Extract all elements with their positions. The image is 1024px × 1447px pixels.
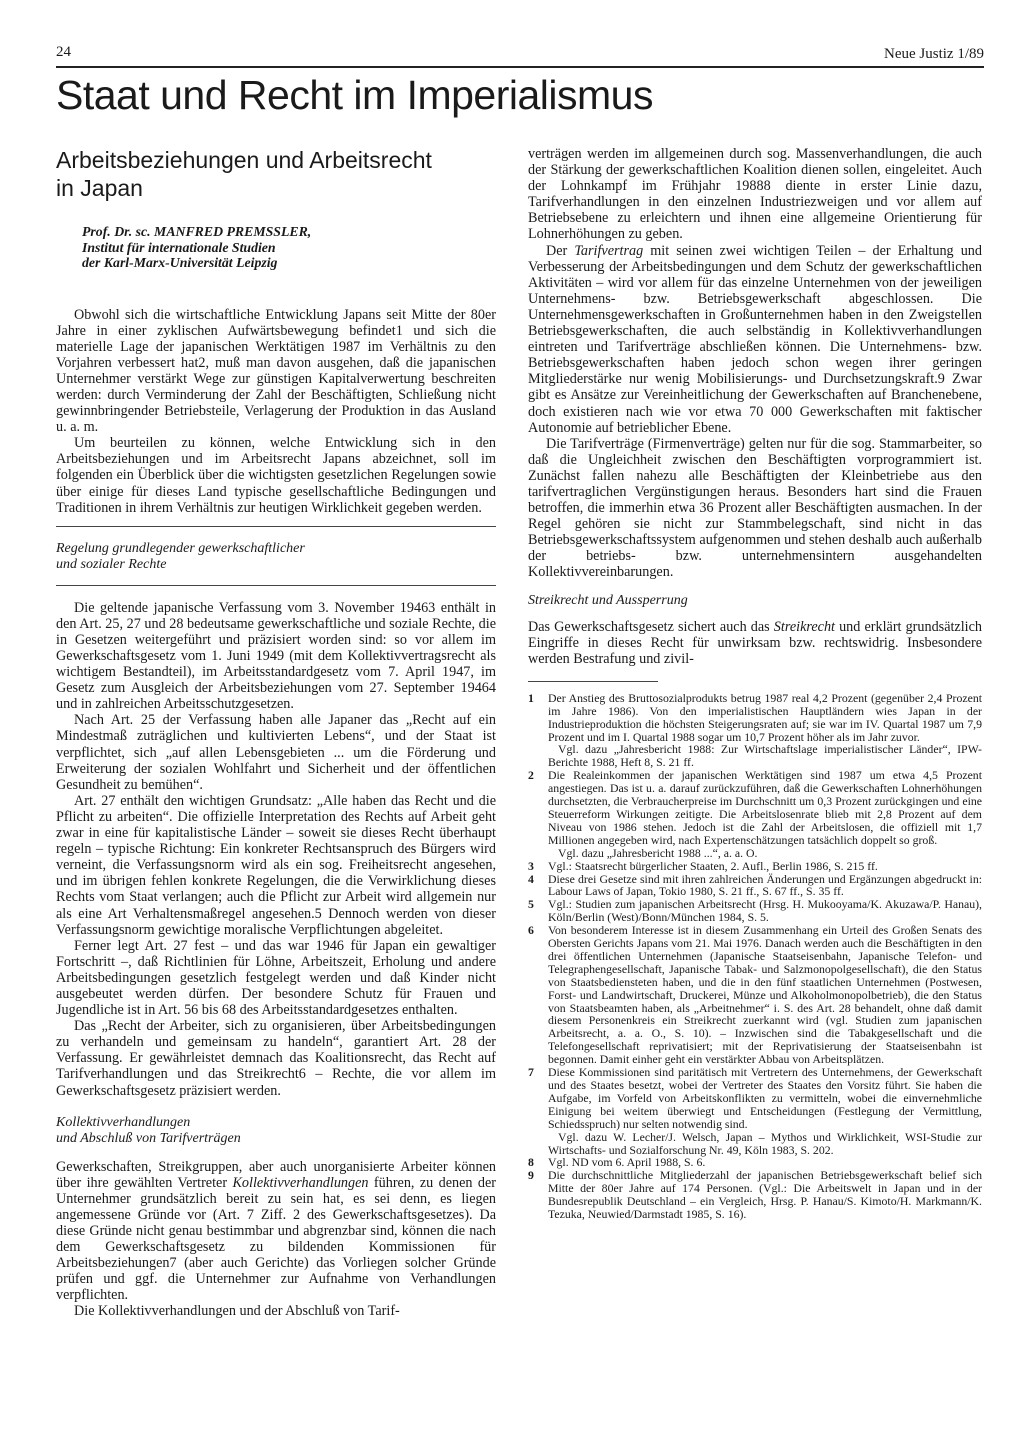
subheading-line: und sozialer Rechte (56, 556, 167, 572)
subheading-line: Kollektivverhandlungen (56, 1114, 191, 1130)
paragraph: Der Tarifvertrag mit seinen zwei wichtigen Teilen – der Erhaltung und Verbesserung der Arbeitsbedingungen und dem Schutz der gewerkschaftlichen Aktivitäten – wird vor allem für das einzelne Unternehmen von der jeweiligen Unternehmens- bzw. Betriebsgewerkschaft abgeschlossen. Die Unternehmensgewerkschaften in Großunternehmen haben in den Zweigstellen Betriebsgewerkschaften, die auch selbständig in Kollektivverhandlungen eintreten und Tarifverträge abschließen können. Die Unternehmens- bzw. Betriebsgewerkschaften haben jedoch schon wegen ihrer geringen Mitgliederstärke nur wenig Mobilisierungs- und Durchsetzungskraft.9 Zwar gibt es Ansätze zur Vereinheitlichung der Gewerkschaften auf Branchenebene, doch existieren nach wie vor etwa 70 000 Gewerkschaften mit faktischer Autonomie auf betrieblicher Ebene. (528, 242, 982, 436)
footnote-2 (528, 769, 982, 846)
footnote-text: Vgl.: Staatsrecht bürgerlicher Staaten, 2. Aufl., Berlin 1986, S. 215 ff. (548, 858, 878, 873)
subheading: Streikrecht und Aussperrung (528, 592, 688, 608)
footnote-rule (528, 681, 658, 682)
paragraph: Gewerkschaften, Streikgruppen, aber auch unorganisierte Arbeiter können über ihre gewählten Vertreter Kollektivverhandlungen führen, zu denen der Unternehmer grundsätzlich bereit zu sein hat, es sei denn, es liegen angemessene Gründe vor (Art. 7 Ziff. 2 des Gewerkschaftsgesetzes). Da diese Gründe nicht genau bestimmbar und abgrenzbar sind, können die nach dem Gewerkschaftsgesetz zu bildenden Kommissionen für Arbeitsbeziehungen7 (aber auch Gerichte) das Vorliegen solcher Gründe prüfen und ggf. die Unternehmer zur Aufnahme von Verhandlungen verpflichten. (56, 1158, 496, 1304)
footnote-reference: Vgl. dazu „Jahresbericht 1988 ...“, a. a. O. (558, 845, 758, 860)
subheading (56, 1115, 496, 1147)
footnote-text: Der Anstieg des Bruttosozialprodukts betrug 1987 real 4,2 Prozent (gegenüber 2,4 Prozent im Jahre 1986). Von den imperialistischen Hauptländern wies Japan in der Industrieproduktion die höchsten Steigerungsraten auf; sie war im IV. Quartal 1987 um 7,9 Prozent und im I. Quartal 1988 sogar um 10,7 Prozent höher als im Jahr zuvor. (548, 690, 982, 744)
footnote-text: Vgl.: Studien zum japanischen Arbeitsrecht (Hrsg. H. Mukooyama/K. Akuzawa/P. Hanau), Köln/Berlin (West)/Bonn/München 1984, S. 5. (548, 897, 982, 925)
footnote-text: Die durchschnittliche Mitgliederzahl der japanischen Betriebsgewerkschaft belief sich Mitte der 80er Jahre auf 174 Personen. (Vgl.: Die Arbeitswelt in Japan und in der Bundesrepublik Deutschland – ein Vergleich, Hrsg. P. Hanau/S. Kimoto/H. Markmann/K. Tezuka, Neuwied/Darmstadt 1985, S. 16). (548, 1168, 982, 1222)
article-title (56, 146, 496, 202)
footnote-text: Vgl. ND vom 6. April 1988, S. 6. (548, 1155, 706, 1170)
footnote-3 (528, 860, 982, 873)
footnote-number: 1 (528, 690, 534, 705)
author-affiliation: der Karl-Marx-Universität Leipzig (82, 255, 278, 270)
subheading-line: und Abschluß von Tarifverträgen (56, 1130, 241, 1146)
divider (56, 585, 496, 586)
footnote-number: 6 (528, 923, 534, 938)
author-block (82, 224, 496, 271)
author-affiliation: Institut für internationale Studien (82, 239, 276, 255)
subheading (56, 541, 496, 573)
footnotes (528, 692, 982, 1221)
footnote-6 (528, 924, 982, 1066)
journal-issue: Neue Justiz 1/89 (884, 46, 984, 62)
footnote-text: Die Realeinkommen der japanischen Werktätigen sind 1987 um etwa 4,5 Prozent angestiegen. Das ist u. a. darauf zurückzuführen, daß die Gewerkschaften Lohnerhöhungen durchsetzten, die Verbraucherpreise im Durchschnitt um 0,3 Prozent zurückgingen und eine Steuerreform Wirkungen zeitigte. Die Arbeitslosenrate blieb mit 2,8 Prozent auf dem Niveau von 1986 stehen. Jedoch ist die Zahl der Arbeitslosen, die offiziell mit 1,7 Millionen angegeben wird, nach Expertenschätzungen tatsächlich doppelt so groß. (548, 768, 982, 847)
paragraph: verträgen werden im allgemeinen durch sog. Massenverhandlungen, die auch der Stärkung der gewerkschaftlichen Koalition dienen sollen, eingeleitet. Auch der Lohnkampf im Frühjahr 19888 diente in erster Linie dazu, Tarifverhandlungen in den einzelnen Industriezweigen und vor allem auf Betriebsebene zu erleichtern und ihnen eine allgemeine Orientierung für Lohnerhöhungen zu geben. (528, 146, 982, 243)
paragraph: Um beurteilen zu können, welche Entwicklung sich in den Arbeitsbeziehungen und im Arbeitsrecht Japans abzeichnet, soll im folgenden ein Überblick über die wichtigsten gesetzlichen Regelungen sowie über einige für dieses Land typische gesellschaftliche Bedingungen und Traditionen in ihrem Verhältnis zur heutigen Wirklichkeit gegeben werden. (56, 435, 496, 516)
paragraph: Ferner legt Art. 27 fest – und das war 1946 für Japan ein gewaltiger Fortschritt –, daß Richtlinien für Löhne, Arbeitszeit, Erholung und andere Arbeitsbedingungen gesetzlich festgelegt werden und daß Kinder nicht ausgebeutet werden dürfen. Der besondere Schutz für Frauen und Jugendliche ist in Art. 56 bis 68 des Arbeitsstandardgesetzes enthalten. (56, 937, 496, 1019)
footnote-text: Von besonderem Interesse ist in diesem Zusammenhang ein Urteil des Großen Senats des Obersten Gerichts Japans vom 21. Mai 1976. Danach werden auch die Beschäftigten in den drei öffentlichen Unternehmen (Japanische Staatseisenbahn, Japanische Telefon- und Telegraphengesellschaft, Japanische Tabak- und Salzmonopolgesellschaft), die den Status von Staatsbediensteten haben, und die in den fünf staatlichen Unternehmen (Postwesen, Forst- und Landwirtschaft, Druckerei, Münze und Alkoholmonopolbetrieb), die den Status von Staatsbeamten haben, als „Arbeitnehmer“ i. S. des Art. 28 behandelt, ohne daß damit diesem Personenkreis ein Streikrecht zuerkannt wird (vgl. Studien zum japanischen Arbeitsrecht, a. a. O., S. 10). – Inzwischen sind die Tabakgesellschaft und die Telefongesellschaft reprivatisiert; mit der Reprivatisierung der Staatseisenbahn ist begonnen. Damit einher geht ein verstärkter Abbau von Arbeitsplätzen. (548, 923, 982, 1067)
right-column (528, 146, 982, 1221)
page-number: 24 (56, 44, 71, 60)
author-name: Prof. Dr. sc. MANFRED PREMSSLER, (82, 224, 312, 239)
emphasis: Streikrecht (773, 618, 835, 635)
paragraph: Art. 27 enthält den wichtigen Grundsatz: „Alle haben das Recht und die Pflicht zu arbeiten“. Die offizielle Interpretation des Rechts auf Arbeit geht zwar in eine für kapitalistische Länder – soweit sie dieses Recht überhaupt regeln – typische Richtung: Ein konkreter Rechtsanspruch des Bürgers wird verneint, die Verfassungsnorm wird als ein sog. Freiheitsrecht angesehen, und im übrigen fehlen konkrete Regelungen, die die Verwirklichung dieses Rechts vom Staat verlangen; auch die Pflicht zur Arbeit wird allgemein nur als eine Art Verhaltensmaßregel angesehen.5 Dennoch werden von dieser Verfassungsnorm gewichtige moralische Verpflichtungen abgeleitet. (56, 792, 496, 938)
footnote-reference: Vgl. dazu „Jahresbericht 1988: Zur Wirtschaftslage imperialistischer Länder“, IPW-Berichte 1988, Heft 8, S. 21 ff. (548, 742, 982, 770)
footnote-7 (528, 1066, 982, 1131)
paragraph: Das „Recht der Arbeiter, sich zu organisieren, über Arbeitsbedingungen zu verhandeln und gemeinsam zu handeln“, garantiert Art. 28 der Verfassung. Er gewährleistet demnach das Koalitionsrecht, das Recht auf Tarifverhandlungen und das Streikrecht6 – Rechte, die vor allem im Gewerkschaftsgesetz präzisiert werden. (56, 1018, 496, 1099)
footnote-4 (528, 873, 982, 899)
footnote-9 (528, 1169, 982, 1221)
left-column (56, 146, 496, 1320)
footnote-number: 5 (528, 897, 534, 912)
article-title-line: Arbeitsbeziehungen und Arbeitsrecht (56, 147, 432, 173)
paragraph: Die geltende japanische Verfassung vom 3. November 19463 enthält in den Art. 25, 27 und 28 bedeutsame gewerkschaftliche und soziale Rechte, die in Gesetzen weitergeführt und präzisiert worden sind: so vor allem im Gewerkschaftsgesetz vom 1. Juni 1949 (mit dem Kollektivvertragsrecht als wichtigem Bestandteil), im Arbeitsstandardgesetz vom 7. April 1947, im Gesetz zum Ausgleich der Arbeitsbeziehungen vom 27. September 19464 und in zahlreichen Arbeitsschutzgesetzen. (56, 599, 496, 713)
header-rule (56, 66, 984, 68)
emphasis: Kollektivverhandlungen (232, 1174, 369, 1191)
footnote-number: 8 (528, 1155, 534, 1170)
footnote-number: 2 (528, 768, 534, 783)
footnote-1 (528, 692, 982, 744)
divider (56, 526, 496, 527)
section-title: Staat und Recht im Imperialismus (56, 72, 653, 118)
footnote-reference: Vgl. dazu W. Lecher/J. Welsch, Japan – Mythos und Wirklichkeit, WSI-Studie zur Wirtschafts- und Sozialforschung Nr. 49, Köln 1983, S. 202. (548, 1129, 982, 1157)
emphasis: Tarifvertrag (574, 242, 644, 259)
paragraph: Die Kollektivverhandlungen und der Abschluß von Tarif- (74, 1303, 400, 1320)
article-title-line: in Japan (56, 175, 143, 201)
paragraph: Obwohl sich die wirtschaftliche Entwicklung Japans seit Mitte der 80er Jahre in einer zyklischen Aufwärtsbewegung befindet1 und sich die materielle Lage der japanischen Werktätigen 1987 im Verhältnis zu den Vorjahren verbessert hat2, muß man davon ausgehen, daß die japanischen Unternehmer verstärkt Wege zur günstigen Kapitalverwertung beschreiten werden: durch Verminderung der Zahl der Beschäftigten, Schließung nicht gewinnbringender Betriebsteile, Verlagerung der Produktion in das Ausland u. a. m. (56, 306, 496, 436)
footnote-number: 9 (528, 1168, 534, 1183)
footnote-number: 4 (528, 871, 534, 886)
paragraph: Die Tarifverträge (Firmenverträge) gelten nur für die sog. Stammarbeiter, so daß die Ungleichheit zwischen den Beschäftigten vorprogrammiert ist. Zunächst fallen nahezu alle Beschäftigten der Kleinbetriebe aus den tarifvertraglichen Vergünstigungen heraus. Besonders hart sind die Frauen betroffen, die immerhin etwa 36 Prozent aller Beschäftigten ausmachen. In der Regel gehören sie nicht zur Stammbelegschaft, sind nicht in das Betriebsgewerkschaftssystem aufgenommen und stehen deshalb auch außerhalb der betriebs- bzw. unternehmensintern ausgehandelten Kollektivvereinbarungen. (528, 435, 982, 581)
footnote-5 (528, 898, 982, 924)
footnote-number: 7 (528, 1065, 534, 1080)
paragraph: Nach Art. 25 der Verfassung haben alle Japaner das „Recht auf ein Mindestmaß zuträglichen und kultivierten Lebens“, und der Staat ist verpflichtet, sich „auf allen Lebensgebieten ... um die Förderung und Erweiterung der sozialen Wohlfahrt und Sicherheit und der öffentlichen Gesundheit zu bemühen“. (56, 712, 496, 793)
footnote-number: 3 (528, 858, 534, 873)
subheading-line: Regelung grundlegender gewerkschaftlicher (56, 540, 305, 556)
paragraph: Das Gewerkschaftsgesetz sichert auch das Streikrecht und erklärt grundsätzlich Eingriffe in dieses Recht für unwirksam bzw. rechtswidrig. Insbesondere werden Bestrafung und zivil- (528, 618, 983, 667)
footnote-text: Diese Kommissionen sind paritätisch mit Vertretern des Unternehmens, der Gewerkschaft und des Staates besetzt, wobei der Vertreter des Staates den Vorsitz führt. Sie haben die Aufgabe, im Vorfeld von Arbeitskonflikten zu vermitteln, wobei die einvernehmliche Einigung bei weitem überwiegt und Entscheidungen (Festlegung der Vermittlung, Schiedsspruch) nur selten notwendig sind. (548, 1065, 982, 1131)
footnote-text: Diese drei Gesetze sind mit ihren zahlreichen Änderungen und Ergänzungen abgedruckt in: Labour Laws of Japan, Tokio 1980, S. 21 ff., S. 67 ff., S. 35 ff. (548, 871, 982, 899)
